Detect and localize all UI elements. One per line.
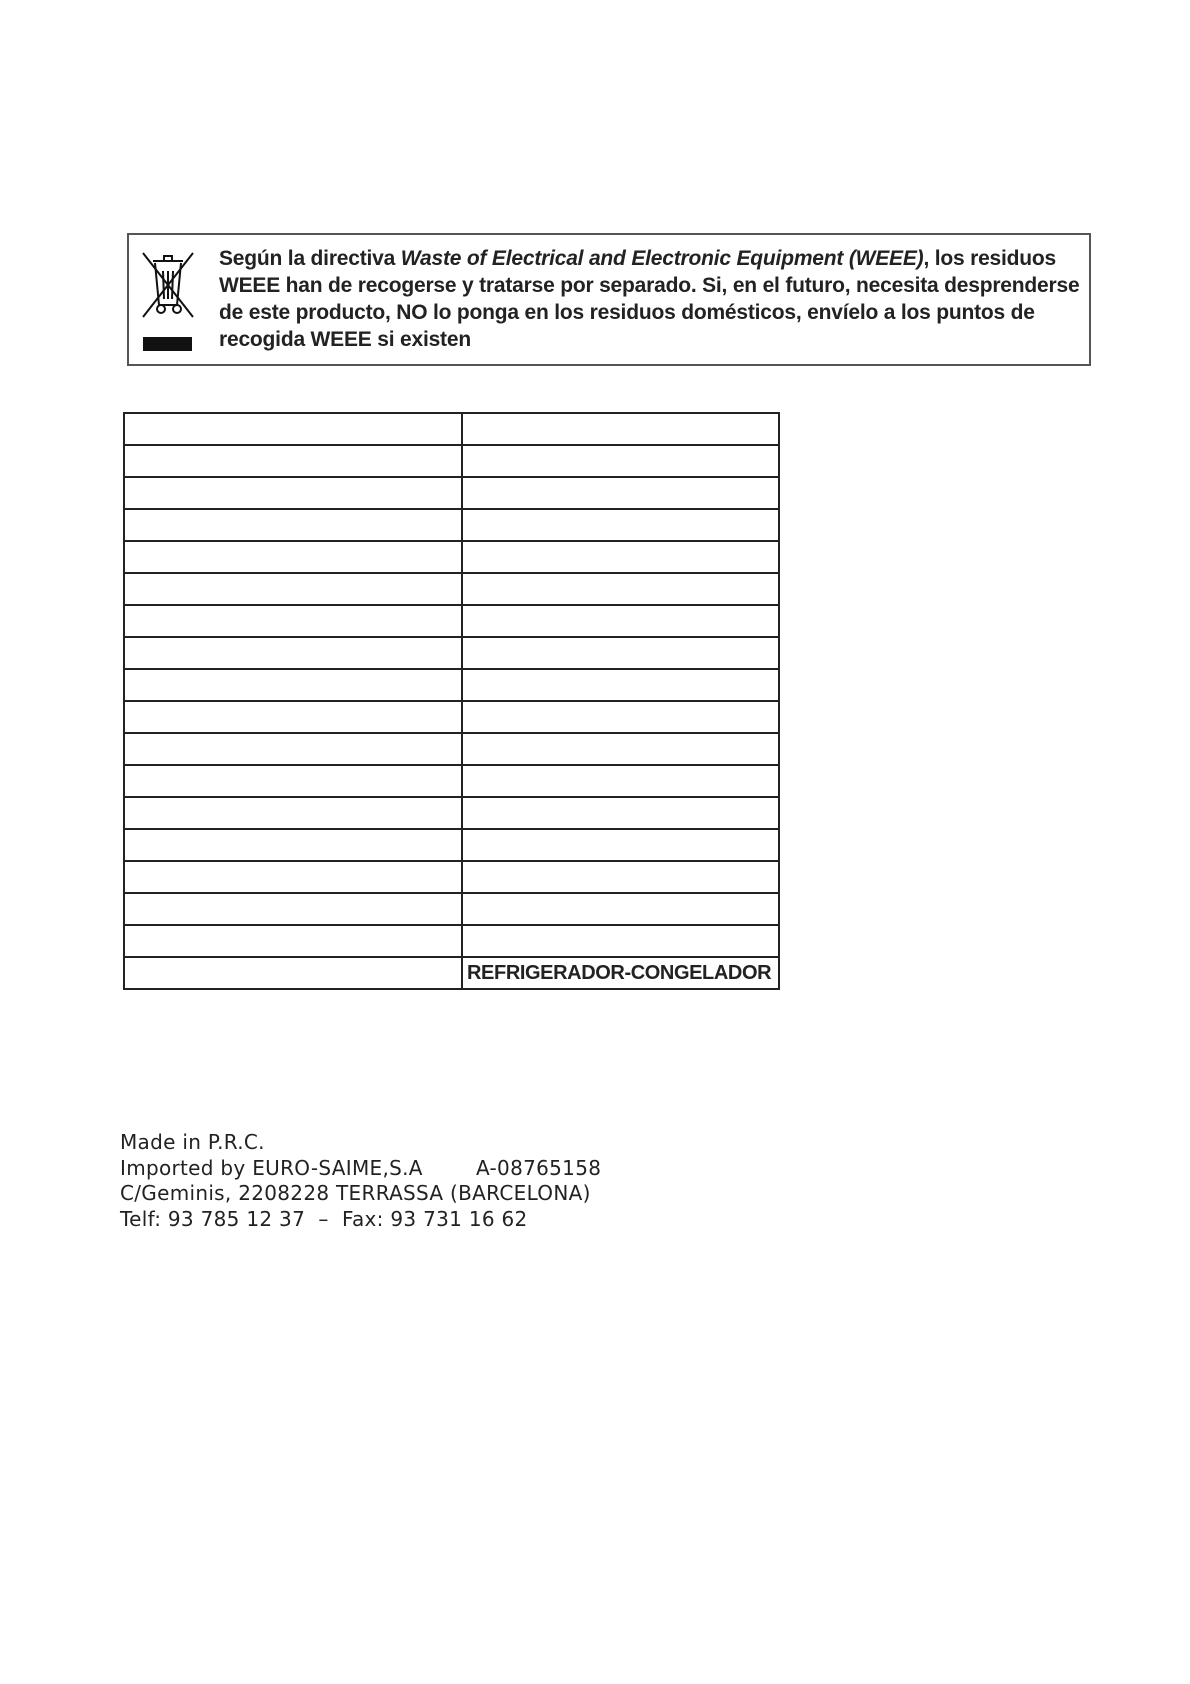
table-row	[124, 573, 779, 605]
table-row	[124, 797, 779, 829]
weee-black-bar	[143, 337, 192, 351]
table-cell	[124, 573, 462, 605]
made-in-line: Made in P.R.C.	[120, 1130, 265, 1154]
table-cell	[462, 765, 779, 797]
table-cell	[462, 797, 779, 829]
table-cell	[124, 509, 462, 541]
table-row	[124, 925, 779, 957]
table-cell	[462, 509, 779, 541]
table-row	[124, 541, 779, 573]
table-cell	[124, 637, 462, 669]
table-row	[124, 893, 779, 925]
importer-line: Imported by EURO-SAIME,S.A A-08765158	[120, 1155, 602, 1180]
table-cell	[462, 541, 779, 573]
table-row	[124, 669, 779, 701]
table-row	[124, 445, 779, 477]
table-cell	[124, 605, 462, 637]
table-cell	[462, 733, 779, 765]
table-cell	[462, 925, 779, 957]
table-row	[124, 765, 779, 797]
table-cell	[462, 413, 779, 445]
table-cell	[124, 829, 462, 861]
table-row	[124, 957, 779, 989]
weee-notice-text: Según la directiva Waste of Electrical and Electronic Equipment (WEEE), los residuos WEEE han de recogerse y tratarse por separado. Si, en el futuro, necesita desprenderse de este producto, NO lo ponga en los residuos domésticos, envíelo a los puntos de recogida WEEE si existen	[219, 247, 1080, 351]
table-row	[124, 509, 779, 541]
contact-line: Telf: 93 785 12 37 – Fax: 93 731 16 62	[120, 1206, 528, 1231]
table-cell	[124, 765, 462, 797]
table-cell	[124, 669, 462, 701]
table-cell	[462, 605, 779, 637]
table-cell	[462, 861, 779, 893]
table-row	[124, 861, 779, 893]
importer-info	[120, 1130, 601, 1232]
table-cell	[124, 541, 462, 573]
crossed-out-wheelie-bin-icon	[139, 249, 197, 321]
table-cell	[124, 701, 462, 733]
table-cell	[462, 445, 779, 477]
table-cell	[462, 573, 779, 605]
table-cell	[462, 669, 779, 701]
table-cell	[124, 893, 462, 925]
table-cell	[462, 829, 779, 861]
table-row	[124, 701, 779, 733]
table-cell	[124, 925, 462, 957]
table-row	[124, 413, 779, 445]
table-row	[124, 829, 779, 861]
weee-notice-box	[127, 233, 1091, 366]
table-cell	[462, 701, 779, 733]
table-cell	[124, 861, 462, 893]
spec-table	[123, 412, 780, 990]
table-cell	[124, 477, 462, 509]
table-row	[124, 605, 779, 637]
table-cell	[462, 893, 779, 925]
table-row	[124, 733, 779, 765]
table-cell	[124, 733, 462, 765]
table-cell	[462, 637, 779, 669]
address-line: C/Geminis, 2208228 TERRASSA (BARCELONA)	[120, 1181, 591, 1205]
table-row	[124, 637, 779, 669]
table-cell: REFRIGERADOR-CONGELADOR	[462, 957, 779, 989]
table-cell	[124, 957, 462, 989]
table-cell	[124, 797, 462, 829]
table-row	[124, 477, 779, 509]
table-cell	[462, 477, 779, 509]
table-cell	[124, 413, 462, 445]
table-cell	[124, 445, 462, 477]
